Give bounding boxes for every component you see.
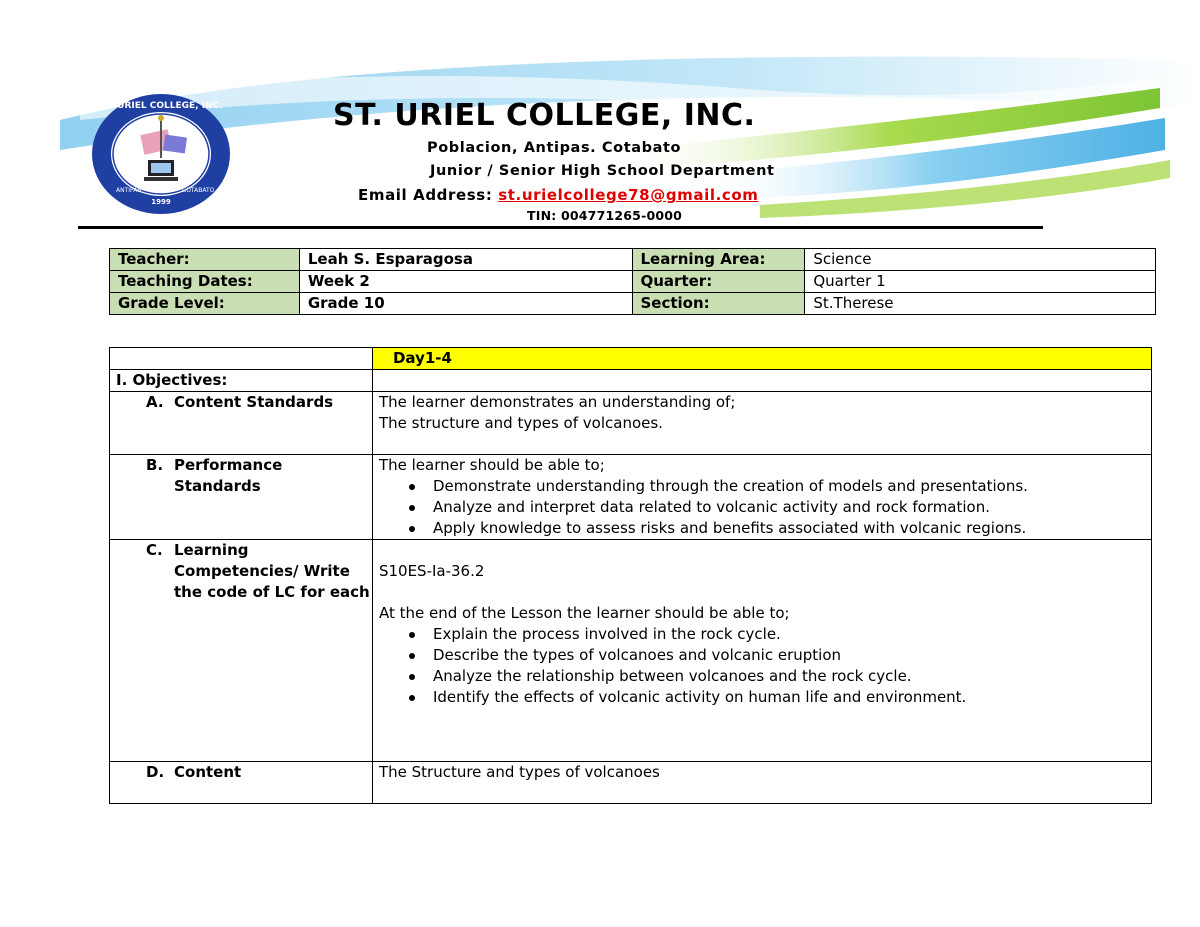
list-item: Analyze the relationship between volcanoes and the rock cycle. xyxy=(379,666,1151,687)
quarter-value: Quarter 1 xyxy=(805,271,1156,293)
header-divider xyxy=(78,226,1043,229)
content-standards-label: Content Standards xyxy=(174,393,334,411)
seal-bottom-left-text: ANTIPAS xyxy=(116,187,142,194)
teaching-dates-label: Teaching Dates: xyxy=(110,271,300,293)
performance-standards-letter: B. xyxy=(146,456,164,474)
learning-area-label: Learning Area: xyxy=(632,249,805,271)
content-value: The Structure and types of volcanoes xyxy=(372,762,1151,804)
learning-competencies-intro: At the end of the Lesson the learner should be able to; xyxy=(378,604,790,622)
table-row xyxy=(110,293,1156,315)
list-item: Describe the types of volcanoes and volcanic eruption xyxy=(379,645,1151,666)
college-address: Poblacion, Antipas. Cotabato xyxy=(427,140,682,156)
grade-level-label: Grade Level: xyxy=(110,293,300,315)
list-item: Explain the process involved in the rock cycle. xyxy=(379,624,1151,645)
teacher-info-table xyxy=(109,248,1156,315)
table-row xyxy=(110,271,1156,293)
email-link[interactable]: st.urielcollege78@gmail.com xyxy=(498,186,759,204)
content-standards-cell xyxy=(372,392,1151,455)
content-standards-line2: The structure and types of volcanoes. xyxy=(378,414,663,432)
seal-year: 1999 xyxy=(151,198,171,206)
table-row xyxy=(110,762,1152,804)
competency-code: S10ES-Ia-36.2 xyxy=(378,562,485,580)
performance-standards-intro: The learner should be able to; xyxy=(378,456,605,474)
email-line xyxy=(358,186,759,204)
department-name: Junior / Senior High School Department xyxy=(430,163,775,179)
table-row xyxy=(110,455,1152,540)
learning-competencies-letter: C. xyxy=(146,541,163,559)
objectives-heading: I. Objectives: xyxy=(110,370,373,392)
list-item: Identify the effects of volcanic activity on human life and environment. xyxy=(379,687,1151,708)
performance-standards-cell xyxy=(372,455,1151,540)
table-row xyxy=(110,370,1152,392)
table-row xyxy=(110,249,1156,271)
quarter-label: Quarter: xyxy=(632,271,805,293)
letterhead-banner xyxy=(0,0,1200,230)
college-seal-logo xyxy=(90,92,232,216)
grade-level-value: Grade 10 xyxy=(299,293,632,315)
teaching-dates-value: Week 2 xyxy=(299,271,632,293)
seal-bottom-right-text: COTABATO xyxy=(182,187,215,194)
list-item: Demonstrate understanding through the creation of models and presentations. xyxy=(379,476,1151,497)
list-item: Apply knowledge to assess risks and benefits associated with volcanic regions. xyxy=(379,518,1151,539)
table-row xyxy=(110,348,1152,370)
performance-standards-label: Performance Standards xyxy=(174,456,283,495)
day-header: Day1-4 xyxy=(372,348,1151,370)
lesson-plan-table xyxy=(109,347,1152,804)
table-row xyxy=(110,392,1152,455)
learning-competencies-cell xyxy=(372,540,1151,762)
section-label: Section: xyxy=(632,293,805,315)
content-standards-letter: A. xyxy=(146,393,164,411)
teacher-value: Leah S. Esparagosa xyxy=(299,249,632,271)
learning-competencies-list xyxy=(379,624,1151,708)
performance-standards-list xyxy=(379,476,1151,539)
section-value: St.Therese xyxy=(805,293,1156,315)
college-name: ST. URIEL COLLEGE, INC. xyxy=(333,98,756,133)
content-standards-line1: The learner demonstrates an understanding of; xyxy=(378,393,736,411)
teacher-label: Teacher: xyxy=(110,249,300,271)
list-item: Analyze and interpret data related to volcanic activity and rock formation. xyxy=(379,497,1151,518)
content-letter: D. xyxy=(146,763,165,781)
table-row xyxy=(110,540,1152,762)
learning-competencies-label: Learning Competencies/ Write the code of LC for each xyxy=(174,541,370,601)
content-label: Content xyxy=(174,763,242,781)
tin-number: TIN: 004771265-0000 xyxy=(527,208,683,223)
email-label: Email Address: xyxy=(358,186,493,204)
seal-top-text: ST. URIEL COLLEGE, INC. xyxy=(99,101,223,111)
learning-area-value: Science xyxy=(805,249,1156,271)
